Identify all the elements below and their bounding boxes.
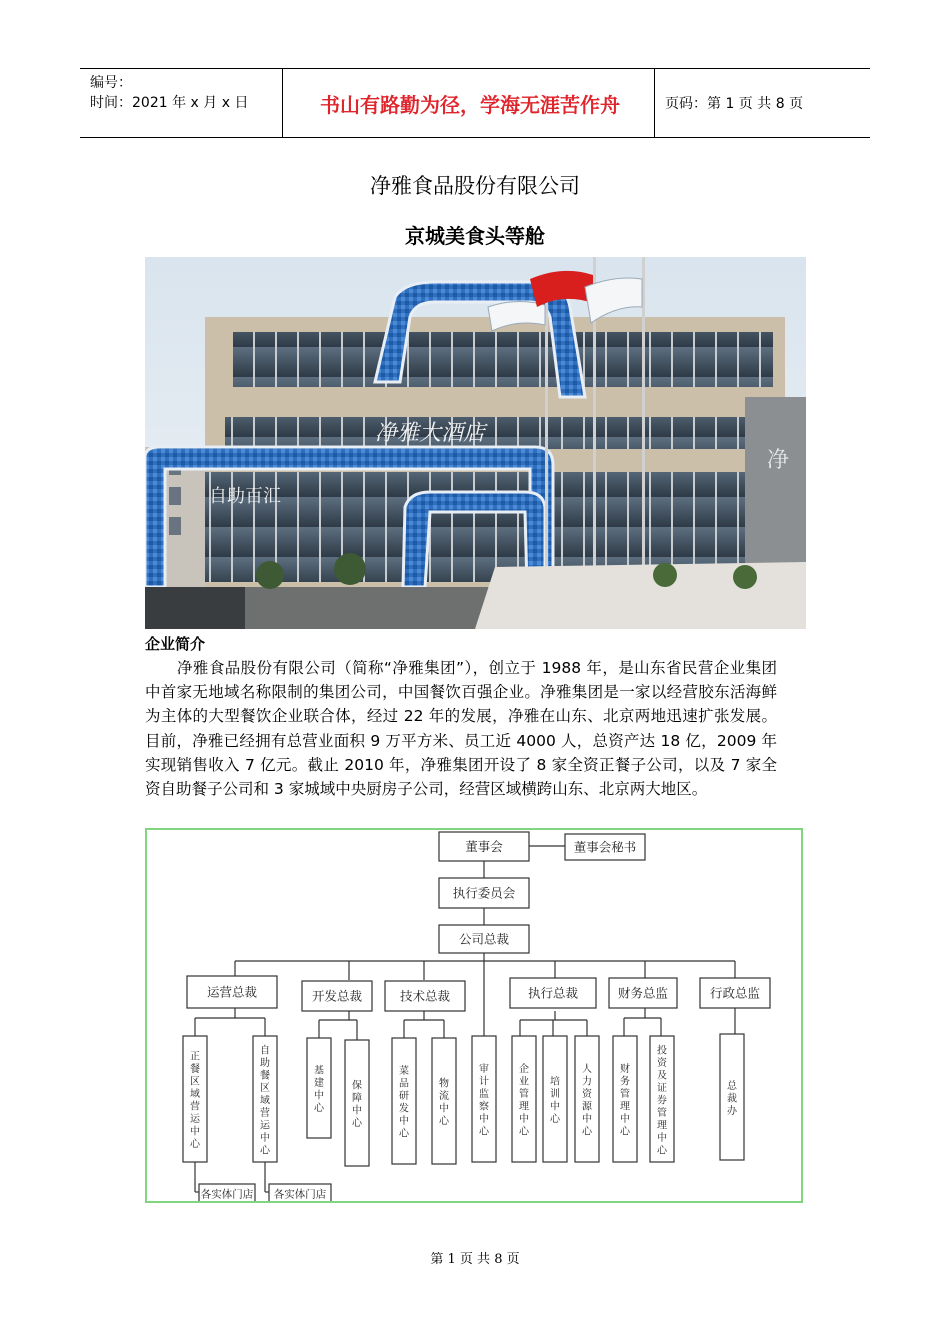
org-box-label: 运 <box>190 1114 200 1125</box>
org-box-label: 训 <box>550 1089 560 1100</box>
org-executive <box>302 981 372 1011</box>
org-box-label: 心 <box>657 1145 667 1157</box>
org-box-label: 总 <box>727 1080 737 1092</box>
org-box-label: 证 <box>657 1082 667 1094</box>
org-box-label: 培 <box>550 1076 560 1088</box>
org-box-label: 裁 <box>727 1093 737 1105</box>
org-box-label: 中 <box>620 1114 630 1125</box>
org-box-label: 资 <box>582 1089 592 1100</box>
org-center <box>432 1038 456 1164</box>
org-center <box>307 1038 331 1138</box>
org-box-label: 中 <box>260 1132 270 1144</box>
section-title: 企业简介 <box>145 635 206 653</box>
org-center <box>720 1034 744 1160</box>
org-box-label: 心 <box>399 1128 409 1140</box>
org-box-label: 建 <box>314 1078 324 1089</box>
org-box-label: 心 <box>479 1126 489 1138</box>
org-box-label: 监 <box>479 1089 489 1100</box>
org-box-label: 理 <box>519 1101 529 1113</box>
org-box-label: 公司总裁 <box>458 931 510 947</box>
org-center <box>345 1040 369 1166</box>
org-box-label: 心 <box>352 1118 362 1129</box>
org-executive <box>187 976 277 1008</box>
org-box-label: 察 <box>479 1101 489 1113</box>
org-box-label: 中 <box>190 1126 200 1138</box>
org-box-label: 心 <box>314 1103 324 1114</box>
org-executive <box>510 978 596 1008</box>
org-box-label: 中 <box>582 1114 592 1125</box>
org-box-label: 力 <box>582 1076 592 1088</box>
building-photo <box>145 257 806 629</box>
org-center <box>472 1036 496 1162</box>
org-box-label: 计 <box>479 1076 489 1088</box>
org-box-label: 保 <box>352 1080 362 1092</box>
org-box-label: 心 <box>260 1145 270 1157</box>
org-box-label: 开发总裁 <box>311 988 363 1004</box>
intro-paragraph: 净雅食品股份有限公司（简称“净雅集团”），创立于 1988 年，是山东省民营企业集团中首家无地域名称限制的集团公司，中国餐饮百强企业。净雅集团是一家以经营胶东活海鲜为主体的大型餐饮企业联合体，经过 22 年的发展，净雅在山东、北京两地迅速扩张发展。目前，净雅已经拥有总营业面积 9 万平方米、员工近 4000 人，总资产达 18 亿，2009 年实现销售收入 7 亿元。截止 2010 年，净雅集团开设了 8 家全资正餐子公司，以及 7 家全资自助餐子公司和 3 家城域中央厨房子公司，经营区域横跨山东、北京两大地区。 <box>145 659 777 799</box>
org-box-label: 区 <box>260 1082 270 1094</box>
org-executive <box>609 978 677 1008</box>
header-page-info: 页码：第 1 页 共 8 页 <box>665 96 804 112</box>
org-box-label: 运营总裁 <box>206 984 258 1000</box>
org-box-label: 办 <box>727 1105 737 1117</box>
org-box-label: 餐 <box>190 1064 200 1075</box>
company-title: 净雅食品股份有限公司 <box>370 174 580 198</box>
org-box-label: 心 <box>190 1139 200 1150</box>
org-box-label: 基 <box>314 1065 324 1077</box>
org-box-label: 财务总监 <box>617 985 669 1001</box>
org-box-label: 理 <box>657 1120 667 1132</box>
org-box-label: 各实体门店 <box>200 1188 254 1201</box>
org-box-label: 研 <box>399 1091 409 1102</box>
org-box-label: 行政总监 <box>709 985 761 1001</box>
org-center <box>253 1036 277 1162</box>
org-box-label: 理 <box>620 1101 630 1113</box>
header-meta <box>90 73 248 113</box>
org-box-label: 各实体门店 <box>273 1188 327 1201</box>
org-store <box>269 1184 331 1201</box>
org-box-label: 中 <box>479 1114 489 1125</box>
org-box-label: 心 <box>582 1126 592 1138</box>
org-box-label: 资 <box>657 1057 667 1069</box>
org-box-label: 中 <box>519 1114 529 1125</box>
org-center <box>183 1036 207 1162</box>
org-box-label: 心 <box>519 1126 529 1138</box>
org-box-label: 审 <box>479 1064 489 1075</box>
org-box-label: 发 <box>399 1103 409 1115</box>
org-center <box>575 1036 599 1162</box>
org-box-label: 执行委员会 <box>452 885 516 901</box>
org-center <box>543 1036 567 1162</box>
org-box-label: 心 <box>439 1116 449 1127</box>
org-box-label: 中 <box>352 1105 362 1117</box>
org-box-label: 助 <box>260 1057 270 1069</box>
org-center <box>392 1038 416 1164</box>
org-box-label: 中 <box>550 1101 560 1113</box>
org-box-label: 企 <box>519 1064 529 1075</box>
org-center <box>650 1036 674 1162</box>
org-box-label: 业 <box>519 1076 529 1088</box>
org-box-label: 务 <box>620 1076 630 1088</box>
org-box-label: 管 <box>620 1089 630 1100</box>
org-box-label: 域 <box>190 1089 200 1100</box>
org-box-label: 执行总裁 <box>527 985 579 1001</box>
org-chart <box>145 828 803 1203</box>
org-box-label: 投 <box>657 1045 667 1057</box>
org-board-secretary <box>565 834 645 860</box>
org-box-label: 管 <box>519 1089 529 1100</box>
org-box-label: 流 <box>439 1091 449 1102</box>
org-box-label: 域 <box>260 1095 270 1107</box>
page-footer: 第 1 页 共 8 页 <box>430 1252 520 1267</box>
org-box-label: 董事会 <box>465 839 503 854</box>
time-label: 时间：2021 年 x 月 x 日 <box>90 95 249 111</box>
org-box-label: 区 <box>190 1076 200 1088</box>
org-box-label: 源 <box>582 1101 592 1113</box>
org-box-label: 营 <box>190 1101 200 1113</box>
header-motto: 书山有路勤为径，学海无涯苦作舟 <box>320 93 620 117</box>
org-box-label: 人 <box>582 1064 592 1075</box>
header-divider <box>282 69 283 137</box>
org-box-label: 菜 <box>399 1066 409 1077</box>
org-executive <box>700 978 770 1008</box>
org-box-label: 心 <box>550 1114 560 1125</box>
org-box-label: 餐 <box>260 1070 270 1082</box>
org-box-label: 障 <box>352 1093 362 1104</box>
org-box-label: 品 <box>399 1078 409 1090</box>
org-box-label: 及 <box>657 1070 667 1082</box>
document-header <box>80 68 870 138</box>
org-box-label: 券 <box>657 1095 667 1107</box>
org-box-label: 中 <box>439 1103 449 1115</box>
org-box-label: 技术总裁 <box>399 988 451 1004</box>
org-box-label: 营 <box>260 1107 270 1119</box>
org-center <box>613 1036 637 1162</box>
org-box-label: 财 <box>620 1064 630 1075</box>
org-box-label: 心 <box>620 1126 630 1138</box>
org-box-label: 中 <box>657 1132 667 1144</box>
org-box-label: 自 <box>260 1045 270 1057</box>
org-center <box>512 1036 536 1162</box>
org-box-label: 中 <box>399 1116 409 1127</box>
org-president <box>439 925 529 953</box>
org-board <box>439 832 529 861</box>
org-store <box>199 1184 255 1201</box>
org-box-label: 董事会秘书 <box>573 839 637 855</box>
org-box-label: 中 <box>314 1090 324 1102</box>
building-sign: 净雅大酒店 <box>375 421 486 446</box>
document-subtitle: 京城美食头等舱 <box>405 224 545 248</box>
org-box-label: 运 <box>260 1120 270 1132</box>
org-box-label: 物 <box>439 1078 449 1090</box>
side-sign-right: 净 <box>767 448 790 473</box>
number-label: 编号： <box>90 75 132 91</box>
org-executive <box>385 981 465 1011</box>
side-sign-left: 自助百汇 <box>209 486 281 507</box>
org-exec-committee <box>439 878 529 908</box>
org-box-label: 管 <box>657 1107 667 1119</box>
org-box-label: 正 <box>190 1051 200 1063</box>
